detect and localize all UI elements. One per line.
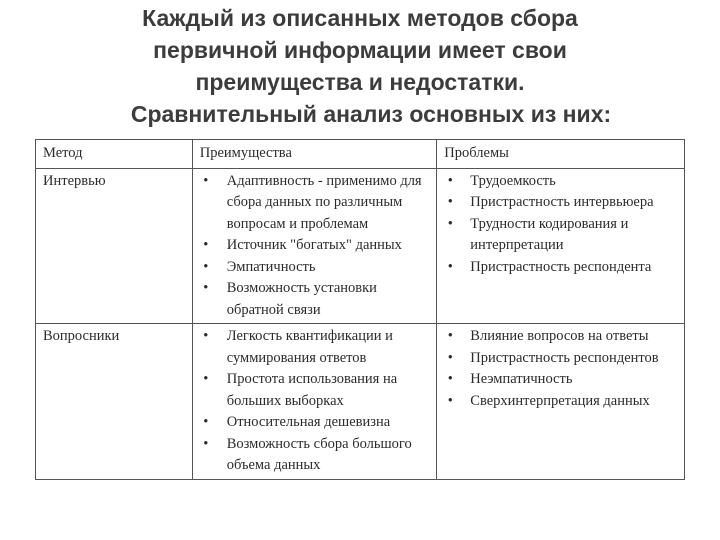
bullet-icon: • xyxy=(447,172,453,189)
bullet-icon: • xyxy=(447,215,453,232)
advantages-list xyxy=(200,171,431,322)
list-item xyxy=(444,257,678,279)
title-line-2: первичной информации имеет свои xyxy=(153,37,567,63)
table-row xyxy=(36,324,685,480)
list-item-text: Трудности кодирования и интерпретации xyxy=(470,215,629,253)
list-item-text: Эмпатичность xyxy=(226,258,316,275)
bullet-icon: • xyxy=(203,414,209,430)
table-header-row xyxy=(36,140,685,169)
list-item xyxy=(200,434,431,477)
list-item-text: Адаптивность - применимо для сбора данных по различным вопросам и проблемам xyxy=(226,172,422,232)
title-line-1: Каждый из описанных методов сбора xyxy=(142,5,578,31)
method-cell: Вопросники xyxy=(36,324,193,480)
bullet-icon: • xyxy=(447,392,453,409)
list-item-text: Пристрастность респондентов xyxy=(470,349,659,366)
list-item-text: Легкость квантификации и суммирования ответов xyxy=(226,328,393,366)
header-problems: Проблемы xyxy=(437,140,685,169)
problems-list xyxy=(444,171,678,279)
list-item-text: Простота использования на больших выборках xyxy=(226,371,398,409)
bullet-icon: • xyxy=(203,172,209,189)
list-item-text: Сверхинтерпретация данных xyxy=(470,392,650,409)
bullet-icon: • xyxy=(203,280,209,296)
list-item xyxy=(200,171,431,236)
bullet-icon: • xyxy=(203,328,209,344)
title-line-3: преимущества и недостатки. xyxy=(195,69,525,95)
bullet-icon: • xyxy=(203,435,209,452)
list-item xyxy=(444,326,678,348)
list-item xyxy=(444,171,678,193)
list-item-text: Источник "богатых" данных xyxy=(226,237,402,253)
list-item-text: Пристрастность респондента xyxy=(470,258,652,275)
problems-list xyxy=(444,326,678,412)
problems-cell xyxy=(437,324,685,480)
bullet-icon: • xyxy=(447,371,453,387)
list-item xyxy=(444,192,678,214)
list-item xyxy=(444,391,678,413)
bullet-icon: • xyxy=(447,258,453,275)
header-method: Метод xyxy=(36,140,193,169)
advantages-cell xyxy=(192,168,437,324)
advantages-list xyxy=(200,326,431,477)
list-item xyxy=(444,348,678,370)
advantages-cell xyxy=(192,324,437,480)
bullet-icon: • xyxy=(203,371,209,387)
list-item xyxy=(200,278,431,321)
slide-title xyxy=(0,2,720,130)
list-item-text: Неэмпатичность xyxy=(470,371,573,387)
list-item-text: Возможность установки обратной связи xyxy=(226,280,377,318)
list-item-text: Относительная дешевизна xyxy=(226,414,391,430)
comparison-table xyxy=(35,139,685,480)
bullet-icon: • xyxy=(447,194,453,210)
list-item xyxy=(200,257,431,279)
bullet-icon: • xyxy=(203,237,209,253)
list-item-text: Возможность сбора большого объема данных xyxy=(226,435,412,473)
bullet-icon: • xyxy=(447,349,453,366)
list-item xyxy=(200,326,431,369)
list-item xyxy=(444,214,678,257)
list-item-text: Пристрастность интервьюера xyxy=(470,194,654,210)
list-item xyxy=(200,412,431,434)
list-item xyxy=(200,235,431,257)
method-cell: Интервью xyxy=(36,168,193,324)
table-row xyxy=(36,168,685,324)
list-item-text: Влияние вопросов на ответы xyxy=(470,328,649,344)
title-line-4: Сравнительный анализ основных из них: xyxy=(130,101,612,127)
header-advantages: Преимущества xyxy=(192,140,437,169)
bullet-icon: • xyxy=(203,258,209,275)
bullet-icon: • xyxy=(447,328,453,344)
problems-cell xyxy=(437,168,685,324)
list-item xyxy=(444,369,678,391)
list-item-text: Трудоемкость xyxy=(470,172,556,189)
list-item xyxy=(200,369,431,412)
